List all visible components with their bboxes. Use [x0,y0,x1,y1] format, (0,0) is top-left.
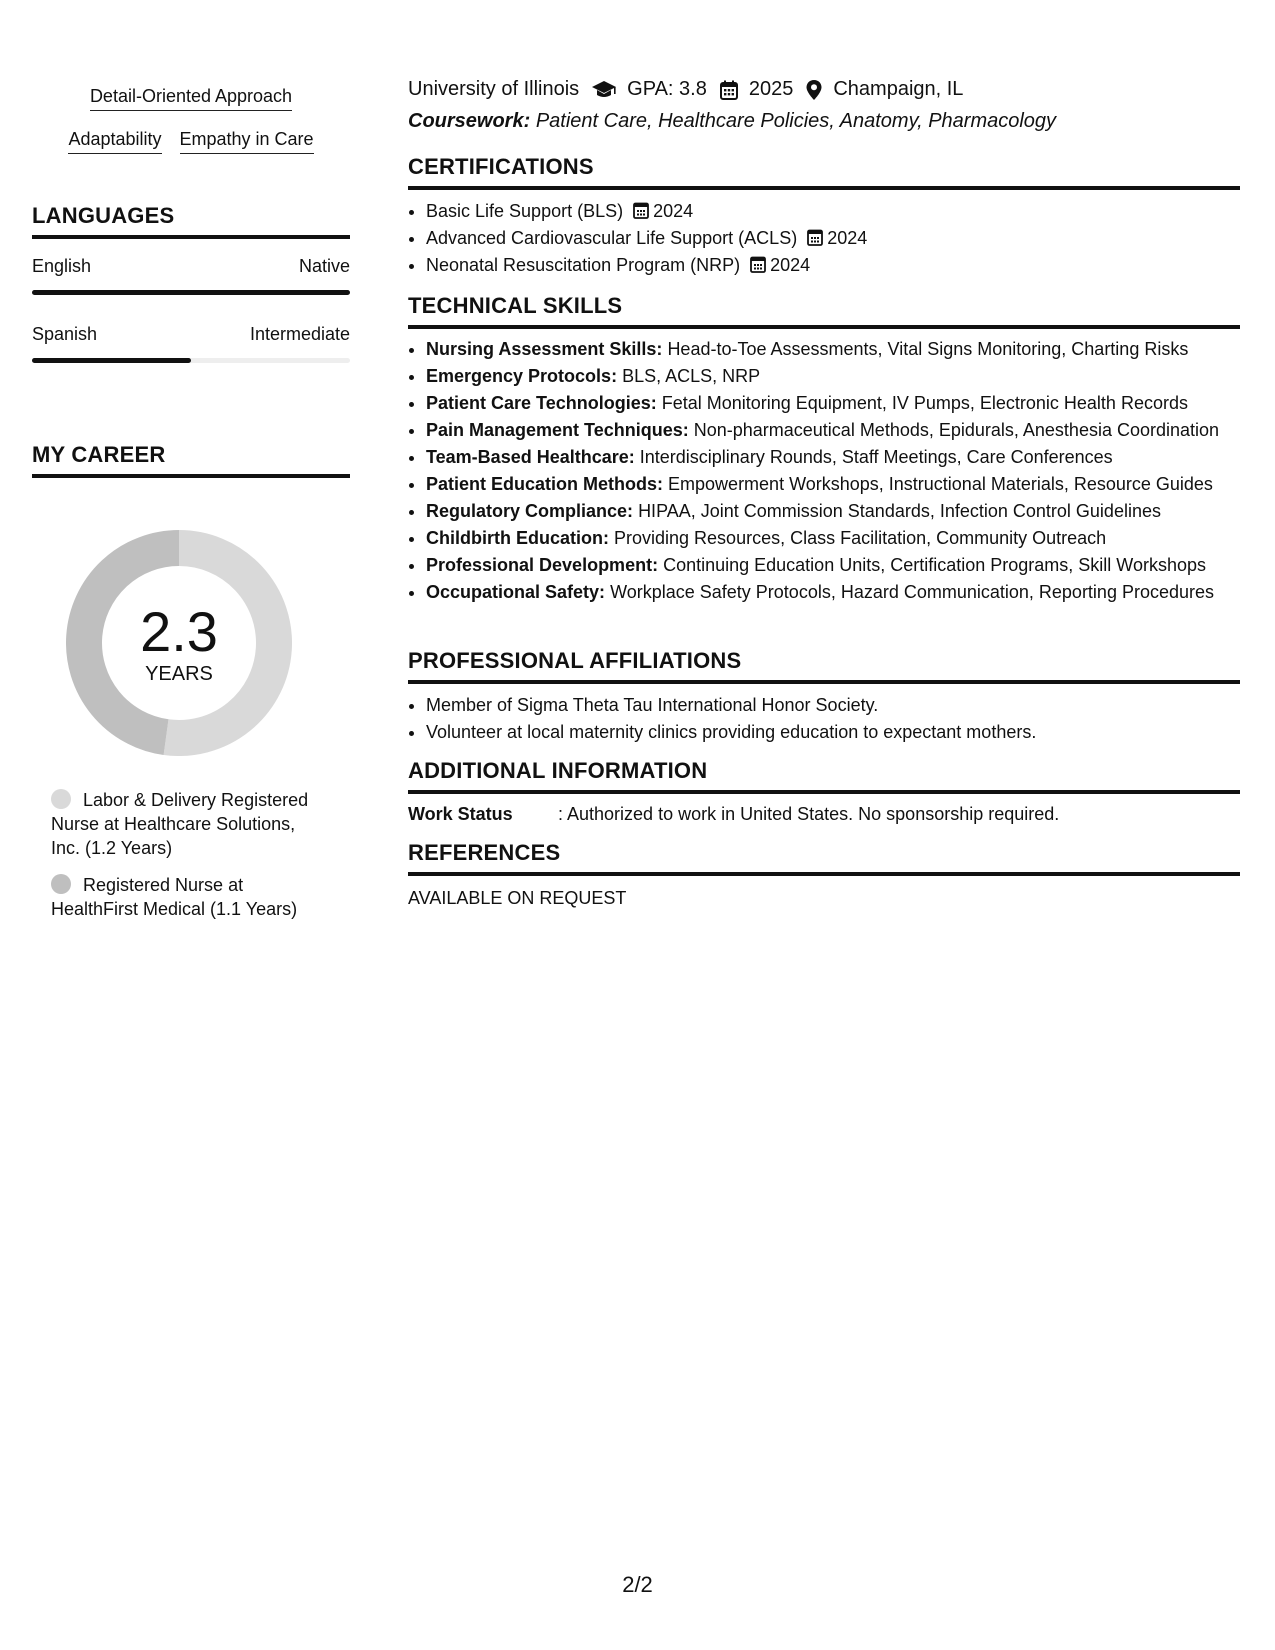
skill-text: BLS, ACLS, NRP [622,366,761,386]
page-number: 2/2 [622,1572,653,1597]
location-pin-icon [805,79,823,101]
graduation-cap-icon [591,80,617,100]
strengths-row-1 [32,86,350,111]
list-item [426,526,1240,550]
references-text: AVAILABLE ON REQUEST [408,888,627,908]
work-status-value: : Authorized to work in United States. No sponsorship required. [558,804,1060,824]
certifications-section [408,154,1240,279]
skill-text: Interdisciplinary Rounds, Staff Meetings, Care Conferences [639,447,1113,467]
skill-label: Patient Education Methods: [426,474,664,494]
strength-tag: Detail-Oriented Approach [90,86,292,111]
strengths-row-2 [32,129,350,154]
certification-year: 2024 [770,255,811,275]
list-item [426,198,1240,225]
career-donut-chart [66,530,292,756]
skill-label: Occupational Safety: [426,582,606,602]
skill-label: Pain Management Techniques: [426,420,689,440]
gpa: GPA: 3.8 [627,78,707,100]
calendar-icon [807,228,823,246]
skill-label: Professional Development: [426,555,659,575]
language-proficiency-bar [32,358,350,363]
list-item [426,252,1240,279]
languages-section [32,203,350,239]
languages-heading: LANGUAGES [32,203,350,239]
skill-text: HIPAA, Joint Commission Standards, Infection Control Guidelines [638,501,1161,521]
skill-label: Patient Care Technologies: [426,393,657,413]
work-status-row [408,804,1240,825]
list-item [426,418,1240,442]
list-item [426,472,1240,496]
language-proficiency-fill [32,358,191,363]
skill-text: Fetal Monitoring Equipment, IV Pumps, Electronic Health Records [661,393,1188,413]
skill-label: Regulatory Compliance: [426,501,634,521]
affiliations-section [408,648,1240,746]
certification-year: 2024 [653,201,694,221]
list-item [426,499,1240,523]
coursework-label: Coursework: [408,110,531,132]
references-heading: REFERENCES [408,840,1240,876]
skill-text: Empowerment Workshops, Instructional Materials, Resource Guides [668,474,1213,494]
references-section [408,840,1240,909]
career-total-unit: YEARS [145,663,213,685]
list-item: • Volunteer at local maternity clinics providing education to expectant mothers. [426,719,1240,746]
coursework-list: Patient Care, Healthcare Policies, Anatomy, Pharmacology [535,110,1057,132]
list-item [426,553,1240,577]
technical-skills-section [408,293,1240,607]
certification-name: Basic Life Support (BLS) [426,201,624,221]
career-legend-label: Labor & Delivery Registered Nurse at Healthcare Solutions, Inc. (1.2 Years) [51,790,309,858]
career-legend-label: Registered Nurse at HealthFirst Medical (1.1 Years) [51,875,298,919]
graduation-year: 2025 [748,78,794,100]
certification-name: Advanced Cardiovascular Life Support (ACLS) [426,228,798,248]
technical-skills-list [408,337,1240,604]
skill-text: Providing Resources, Class Facilitation, Community Outreach [614,528,1107,548]
skill-label: Childbirth Education: [426,528,609,548]
list-item [426,337,1240,361]
skill-text: Head-to-Toe Assessments, Vital Signs Monitoring, Charting Risks [667,339,1189,359]
skill-text: Workplace Safety Protocols, Hazard Communication, Reporting Procedures [610,582,1215,602]
certification-name: Neonatal Resuscitation Program (NRP) [426,255,741,275]
career-section [32,442,350,478]
legend-dot [51,789,71,809]
skill-label: Team-Based Healthcare: [426,447,635,467]
calendar-icon [750,255,766,273]
skill-text: Continuing Education Units, Certification Programs, Skill Workshops [663,555,1206,575]
technical-skills-heading: TECHNICAL SKILLS [408,293,1240,329]
list-item [426,391,1240,415]
career-legend-item [51,788,321,860]
affiliations-heading: PROFESSIONAL AFFILIATIONS [408,648,1240,684]
affiliations-list [408,692,1240,746]
career-total-years: 2.3 [140,600,218,663]
list-item [426,580,1240,604]
language-level: Intermediate [249,324,350,344]
school-name: University of Illinois [408,78,580,100]
additional-info-section [408,758,1240,825]
education-line [408,78,963,101]
list-item [426,445,1240,469]
skill-label: Nursing Assessment Skills: [426,339,663,359]
skill-label: Emergency Protocols: [426,366,618,386]
language-proficiency-fill [32,290,350,295]
additional-info-heading: ADDITIONAL INFORMATION [408,758,1240,794]
list-item: • Member of Sigma Theta Tau International Honor Society. [426,692,1240,719]
list-item [426,364,1240,388]
certifications-heading: CERTIFICATIONS [408,154,1240,190]
career-heading: MY CAREER [32,442,350,478]
certification-year: 2024 [827,228,868,248]
language-name: English [32,256,92,276]
coursework-line [408,110,1056,133]
list-item [426,225,1240,252]
strength-tag: Empathy in Care [180,129,314,154]
certifications-list [408,198,1240,279]
language-item-spanish [32,324,350,363]
language-name: Spanish [32,324,98,344]
skill-text: Non-pharmaceutical Methods, Epidurals, Anesthesia Coordination [693,420,1220,440]
work-status-label: Work Status [408,804,513,824]
language-item-english [32,256,350,295]
language-proficiency-bar [32,290,350,295]
language-level: Native [298,256,350,276]
career-legend-item [51,873,321,921]
calendar-icon [719,80,739,100]
legend-dot [51,874,71,894]
strength-tag: Adaptability [68,129,161,154]
school-location: Champaign, IL [833,78,964,100]
calendar-icon [633,201,649,219]
